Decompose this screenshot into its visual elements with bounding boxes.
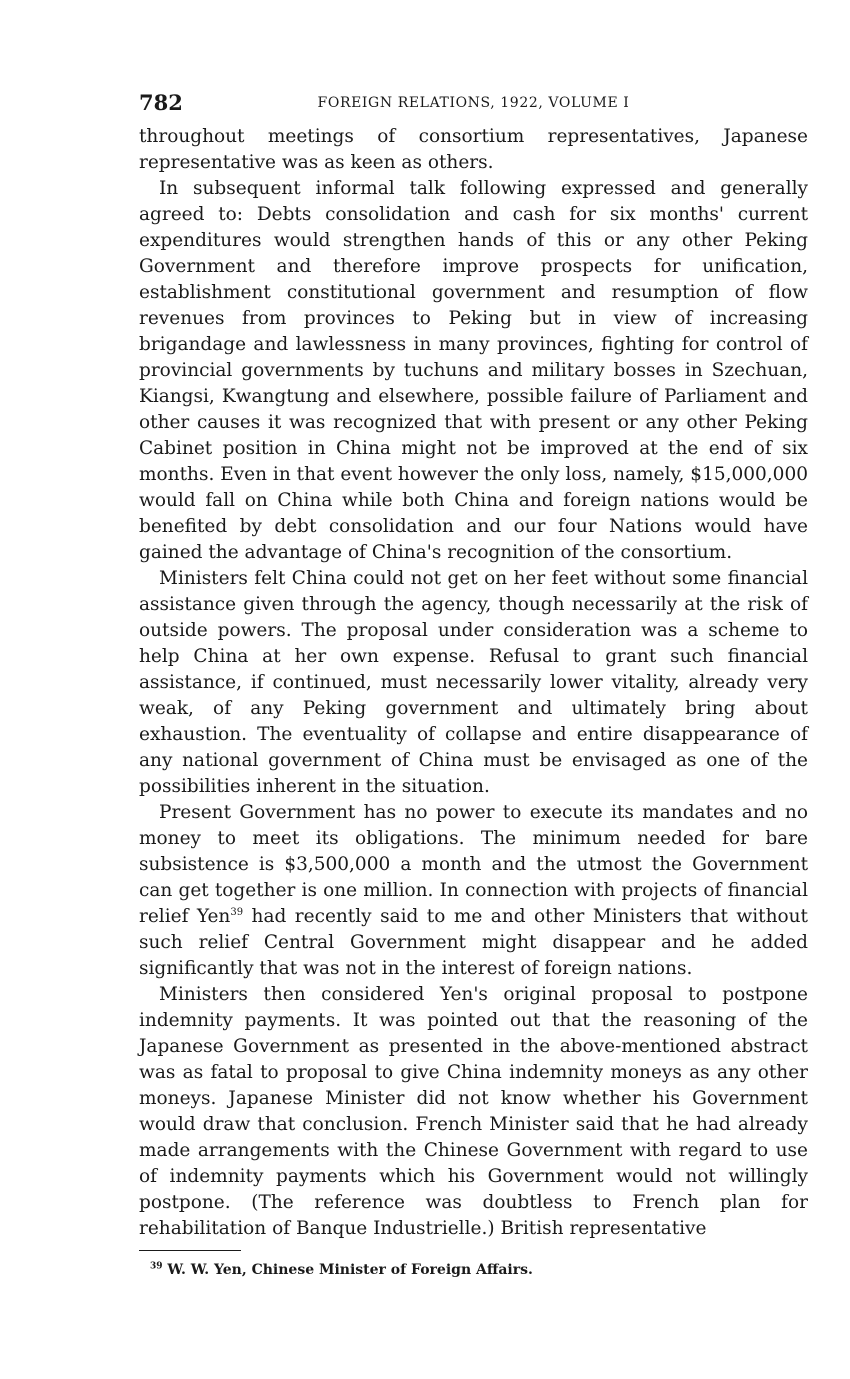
paragraph-financial-assistance: Ministers felt China could not get on her feet without some financial assistance given through the agency, though necessarily at the risk of outside powers. The proposal under consideration was a scheme to help China at her own expense. Refusal to grant such financial assistance, if continued, must necessarily lower vitality, already very weak, of any Peking government and ultimately bring about exhaustion. The eventuality of collapse and entire disappearance of any national government of China must be envisaged as one of the possibilities inherent in the situation.	[139, 568, 808, 797]
paragraph-text: had recently said to me and other Ministers that without such relief Central Government might disappear and he added significantly that was not in the interest of foreign nations.	[139, 906, 808, 979]
running-header	[139, 88, 808, 124]
footnote-reference: 39	[230, 906, 244, 918]
paragraph-present-government	[139, 800, 808, 982]
footnote	[139, 1260, 808, 1280]
paragraph-informal-talk: In subsequent informal talk following expressed and generally agreed to: Debts consolidation and cash for six months' current expenditures would strengthen hands of this or any other Peking Government and therefore improve prospects for unification, establishment constitutional government and resumption of flow revenues from provinces to Peking but in view of increasing brigandage and lawlessness in many provinces, fighting for control of provincial governments by tuchuns and military bosses in Szechuan, Kiangsi, Kwangtung and elsewhere, possible failure of Parliament and other causes it was recognized that with present or any other Peking Cabinet position in China might not be improved at the end of six months. Even in that event however the only loss, namely, $15,000,000 would fall on China while both China and foreign nations would be benefited by debt consolidation and our four Nations would have gained the advantage of China's recognition of the consortium.	[139, 178, 808, 563]
footnote-mark: 39	[150, 1261, 163, 1272]
paragraph-indemnity: Ministers then considered Yen's original proposal to postpone indemnity payments. It was pointed out that the reasoning of the Japanese Government as presented in the above-mentioned abstract was as fatal to proposal to give China indemnity moneys as any other moneys. Japanese Minister did not know whether his Government would draw that conclusion. French Minister said that he had already made arrangements with the Chinese Government with regard to use of indemnity payments which his Government would not willingly postpone. (The reference was doubtless to French plan for rehabilitation of Banque Industrielle.) British representative	[139, 984, 808, 1239]
running-title: FOREIGN RELATIONS, 1922, VOLUME I	[317, 95, 630, 111]
page-number: 782	[139, 90, 183, 115]
document-page	[139, 88, 808, 1280]
paragraph-text: Present Government has no power to execute its mandates and no money to meet its obligations. The minimum needed for bare subsistence is $3,500,000 a month and the utmost the Government can get together is one million. In connection with projects of financial relief Yen	[139, 802, 808, 927]
footnote-divider	[139, 1250, 241, 1251]
paragraph-continuation: throughout meetings of consortium representatives, Japanese representative was as keen as others.	[139, 126, 808, 173]
footnote-text: W. W. Yen, Chinese Minister of Foreign Affairs.	[167, 1262, 533, 1278]
body-text	[139, 124, 808, 1242]
